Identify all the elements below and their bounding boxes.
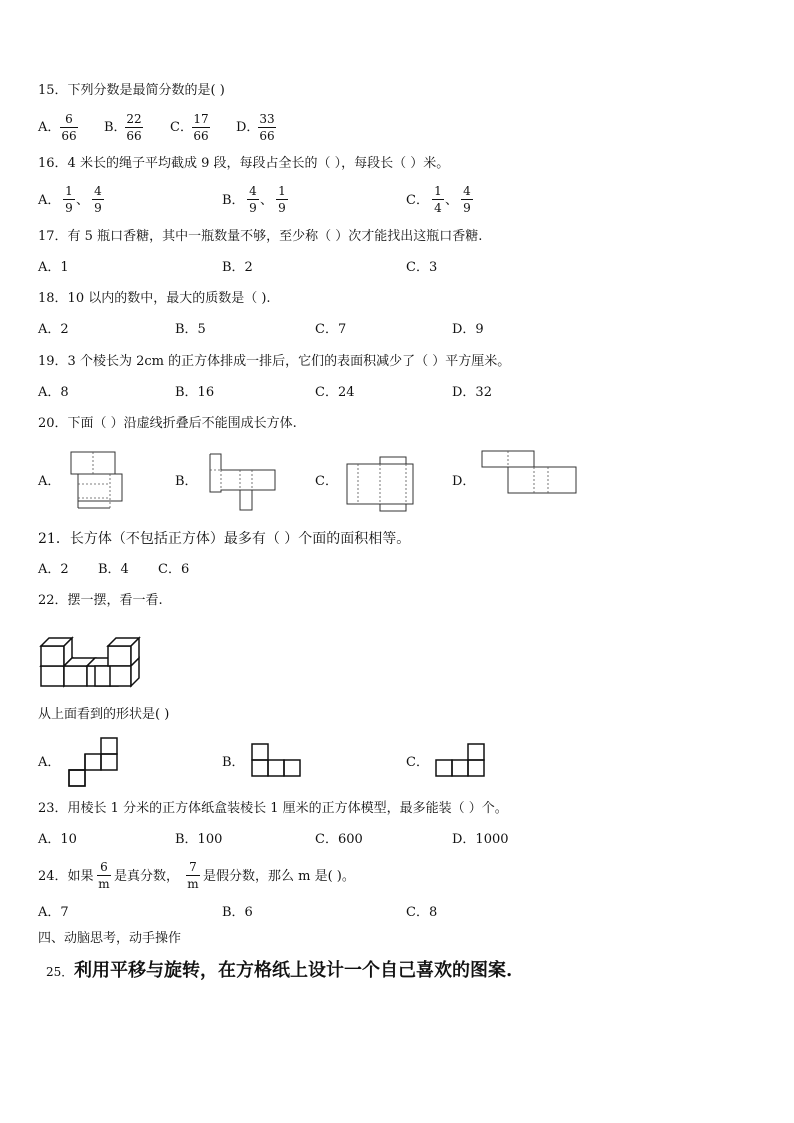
q16-a-f2-den: 9 bbox=[94, 201, 102, 215]
q23-option-b[interactable]: B．100 bbox=[175, 832, 223, 847]
q16-c-f2-num: 4 bbox=[463, 184, 471, 198]
q23-option-c[interactable]: C．600 bbox=[315, 832, 363, 847]
q17-option-a[interactable]: A．1 bbox=[38, 260, 69, 275]
q21-stem: 21．长方体（不包括正方体）最多有（ ）个面的面积相等。 bbox=[38, 531, 411, 547]
q15-c-denominator: 66 bbox=[193, 129, 209, 143]
q22-view-a-figure bbox=[66, 737, 126, 787]
q22-cube-stack-figure bbox=[38, 628, 148, 690]
q24-fraction-1 bbox=[97, 860, 111, 891]
q20-net-d-figure bbox=[480, 449, 580, 501]
q17-stem: 17．有 5 瓶口香糖，其中一瓶数量不够，至少称（ ）次才能找出这瓶口香糖. bbox=[38, 229, 483, 244]
q24-f1-num: 6 bbox=[100, 860, 108, 874]
q22-view-b-figure bbox=[250, 742, 305, 782]
q15-d-numerator: 33 bbox=[259, 112, 275, 126]
q20-option-b-label[interactable]: B． bbox=[175, 474, 198, 489]
q22-option-a-label[interactable]: A． bbox=[38, 755, 61, 770]
q20-option-c-label[interactable]: C． bbox=[315, 474, 338, 489]
q17-option-b[interactable]: B．2 bbox=[222, 260, 253, 275]
q23-option-a[interactable]: A．10 bbox=[38, 832, 77, 847]
q15-option-d-label[interactable]: D． bbox=[236, 120, 260, 135]
q15-option-b-label[interactable]: B． bbox=[104, 120, 127, 135]
q16-b-fraction-2 bbox=[276, 184, 288, 215]
q24-fraction-2 bbox=[186, 860, 200, 891]
q16-b-f2-den: 9 bbox=[278, 201, 286, 215]
q22-subquestion: 从上面看到的形状是( ) bbox=[38, 707, 170, 722]
q16-a-f2-num: 4 bbox=[94, 184, 102, 198]
q24-option-b[interactable]: B．6 bbox=[222, 905, 253, 920]
q15-b-numerator: 22 bbox=[126, 112, 142, 126]
q16-b-fraction-1 bbox=[247, 184, 259, 215]
q24-suffix: 是假分数，那么 m 是( )。 bbox=[203, 869, 355, 884]
q24-option-a[interactable]: A．7 bbox=[38, 905, 69, 920]
q21-option-c[interactable]: C．6 bbox=[158, 562, 190, 577]
q19-stem: 19．3 个棱长为 2cm 的正方体排成一排后，它们的表面积减少了（ ）平方厘米。 bbox=[38, 354, 511, 369]
q20-net-b-figure bbox=[205, 452, 285, 512]
q15-option-c-label[interactable]: C． bbox=[170, 120, 193, 135]
q15-option-a-fraction bbox=[60, 112, 78, 143]
q15-a-numerator: 6 bbox=[65, 112, 73, 126]
q16-stem: 16．4 米长的绳子平均截成 9 段，每段占全长的（ ），每段长（ ）米。 bbox=[38, 156, 450, 171]
q15-stem: 15．下列分数是最简分数的是( ) bbox=[38, 83, 225, 98]
q17-option-c[interactable]: C．3 bbox=[406, 260, 438, 275]
q22-option-c-label[interactable]: C． bbox=[406, 755, 429, 770]
q22-view-c-figure bbox=[434, 742, 489, 782]
q21-option-a[interactable]: A．2 bbox=[38, 562, 69, 577]
q24-f2-num: 7 bbox=[189, 860, 197, 874]
q15-b-denominator: 66 bbox=[126, 129, 142, 143]
q20-option-d-label[interactable]: D． bbox=[452, 474, 476, 489]
q24-option-c[interactable]: C．8 bbox=[406, 905, 438, 920]
q22-stem: 22．摆一摆，看一看. bbox=[38, 593, 163, 608]
q15-option-a-label[interactable]: A． bbox=[38, 120, 61, 135]
q16-c-f1-den: 4 bbox=[434, 201, 442, 215]
q15-option-d-fraction bbox=[258, 112, 276, 143]
q15-option-c-fraction bbox=[192, 112, 210, 143]
q20-net-c-figure bbox=[344, 454, 416, 514]
q18-option-c[interactable]: C．7 bbox=[315, 322, 347, 337]
q25-text: 利用平移与旋转，在方格纸上设计一个自己喜欢的图案. bbox=[74, 960, 513, 981]
q15-c-numerator: 17 bbox=[193, 112, 209, 126]
q18-stem: 18．10 以内的数中，最大的质数是（ ). bbox=[38, 291, 271, 306]
q16-b-f1-num: 4 bbox=[249, 184, 257, 198]
q16-b-separator: 、 bbox=[260, 193, 274, 208]
q18-option-b[interactable]: B．5 bbox=[175, 322, 206, 337]
q20-net-a-figure bbox=[66, 450, 126, 510]
q16-a-fraction-1 bbox=[63, 184, 75, 215]
q19-option-b[interactable]: B．16 bbox=[175, 385, 215, 400]
q16-option-b-label[interactable]: B． bbox=[222, 193, 245, 208]
q16-c-separator: 、 bbox=[445, 193, 459, 208]
q15-d-denominator: 66 bbox=[259, 129, 275, 143]
q16-a-f1-den: 9 bbox=[65, 201, 73, 215]
q16-c-f2-den: 9 bbox=[463, 201, 471, 215]
q19-option-a[interactable]: A．8 bbox=[38, 385, 69, 400]
q21-option-b[interactable]: B．4 bbox=[98, 562, 129, 577]
q20-stem: 20．下面（ ）沿虚线折叠后不能围成长方体. bbox=[38, 416, 297, 431]
q16-option-a-label[interactable]: A． bbox=[38, 193, 61, 208]
q23-stem: 23．用棱长 1 分米的正方体纸盒装棱长 1 厘米的正方体模型，最多能装（ ）个。 bbox=[38, 801, 508, 816]
q15-option-b-fraction bbox=[125, 112, 143, 143]
q20-option-a-label[interactable]: A． bbox=[38, 474, 61, 489]
q24-middle: 是真分数， bbox=[114, 869, 180, 884]
q22-option-b-label[interactable]: B． bbox=[222, 755, 245, 770]
q25-number: 25． bbox=[46, 965, 74, 979]
q16-a-fraction-2 bbox=[92, 184, 104, 215]
q15-a-denominator: 66 bbox=[61, 129, 77, 143]
section-4-heading: 四、动脑思考，动手操作 bbox=[38, 931, 182, 946]
q19-option-c[interactable]: C．24 bbox=[315, 385, 355, 400]
q16-c-fraction-2 bbox=[461, 184, 473, 215]
q18-option-d[interactable]: D．9 bbox=[452, 322, 484, 337]
q16-b-f1-den: 9 bbox=[249, 201, 257, 215]
q16-a-f1-num: 1 bbox=[65, 184, 73, 198]
q24-f2-den: m bbox=[187, 877, 199, 891]
q16-c-f1-num: 1 bbox=[434, 184, 442, 198]
q24-f1-den: m bbox=[98, 877, 110, 891]
q16-c-fraction-1 bbox=[432, 184, 444, 215]
q18-option-a[interactable]: A．2 bbox=[38, 322, 69, 337]
q23-option-d[interactable]: D．1000 bbox=[452, 832, 509, 847]
q19-option-d[interactable]: D．32 bbox=[452, 385, 492, 400]
q24-prefix: 24．如果 bbox=[38, 869, 94, 884]
q16-b-f2-num: 1 bbox=[278, 184, 286, 198]
q16-a-separator: 、 bbox=[76, 193, 90, 208]
q16-option-c-label[interactable]: C． bbox=[406, 193, 429, 208]
